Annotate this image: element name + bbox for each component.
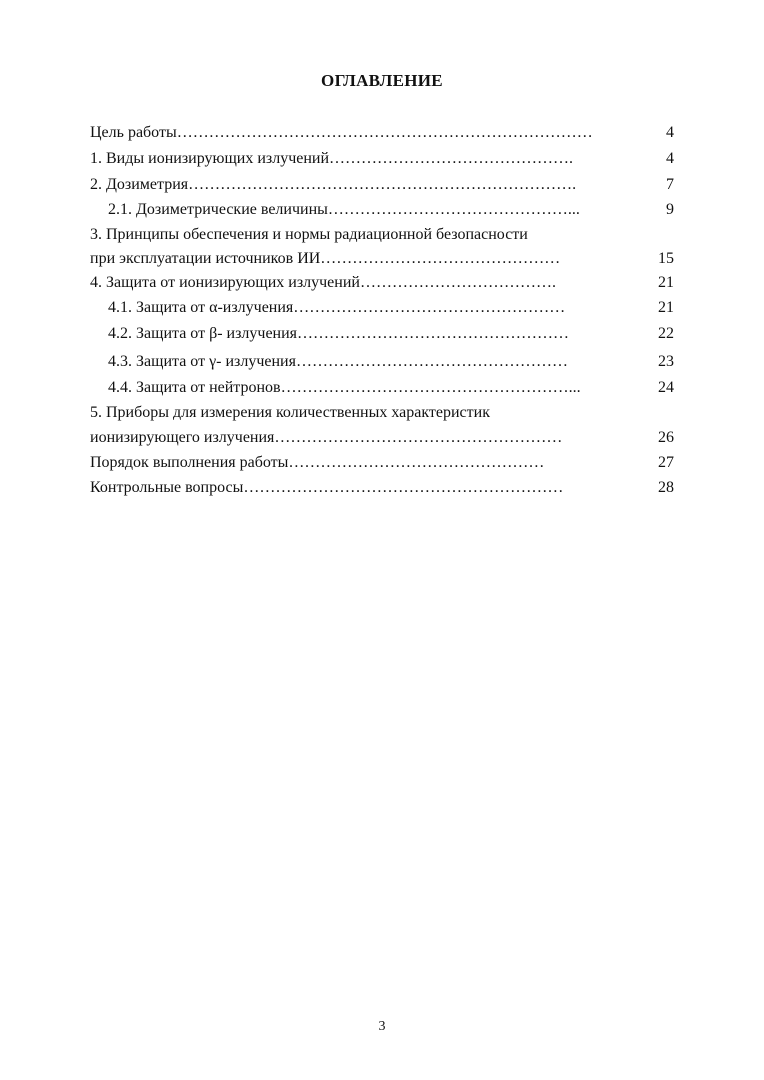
toc-entry-text: 4.3. Защита от γ- излучения…………………………………………… [108, 353, 568, 370]
toc-page-number: 27 [658, 454, 674, 471]
toc-entry-text: 2.1. Дозиметрические величины………………………………………... [108, 201, 580, 218]
toc-page-number: 24 [658, 379, 674, 396]
toc-entry-4-2[interactable] [108, 324, 674, 344]
toc-entry-1[interactable] [90, 149, 674, 169]
toc-entry-text: 2. Дозиметрия………………………………………………………………. [90, 176, 577, 193]
toc-entry-text: 4.4. Защита от нейтронов………………………………………………... [108, 379, 581, 396]
toc-entry-text: 4.2. Защита от β- излучения…………………………………………… [108, 325, 570, 342]
toc-entry-2[interactable] [90, 175, 674, 195]
toc-entry-text: 1. Виды ионизирующих излучений………………………………………. [90, 150, 574, 167]
page-number-footer: 3 [378, 1019, 386, 1034]
toc-entry-text: 4. Защита от ионизирующих излучений………………………………. [90, 274, 556, 291]
toc-entry-3-line1[interactable] [90, 225, 674, 245]
toc-entry-5-line1[interactable] [90, 403, 674, 423]
toc-page-number: 21 [658, 299, 674, 316]
toc-entry-text: Порядок выполнения работы………………………………………… [90, 454, 545, 471]
toc-heading: ОГЛАВЛЕНИЕ [321, 71, 443, 90]
toc-entry-4-1[interactable] [108, 298, 674, 318]
toc-entry-goal[interactable] [90, 123, 674, 143]
toc-entry-text: Контрольные вопросы…………………………………………………… [90, 479, 564, 496]
toc-entry-procedure[interactable] [90, 453, 674, 473]
toc-entry-text: ионизирующего излучения……………………………………………… [90, 429, 563, 446]
toc-page-number: 15 [658, 250, 674, 267]
toc-entry-text: Цель работы…………………………………………………………………… [90, 124, 593, 141]
toc-entry-5-line2[interactable] [90, 428, 674, 448]
toc-entry-3-line2[interactable] [90, 249, 674, 269]
toc-entry-4-4[interactable] [108, 378, 674, 398]
toc-page-number: 4 [666, 124, 674, 141]
toc-page-number: 7 [666, 176, 674, 193]
toc-entry-text: 5. Приборы для измерения количественных характеристик [90, 404, 490, 421]
toc-entry-4-3[interactable] [108, 352, 674, 372]
toc-page-number: 4 [666, 150, 674, 167]
toc-page-number: 9 [666, 201, 674, 218]
toc-page-number: 23 [658, 353, 674, 370]
toc-entry-2-1[interactable] [108, 200, 674, 220]
toc-entry-text: при эксплуатации источников ИИ……………………………………… [90, 250, 561, 267]
toc-page-number: 21 [658, 274, 674, 291]
toc-page-number: 28 [658, 479, 674, 496]
toc-entry-4[interactable] [90, 273, 674, 293]
toc-page-number: 22 [658, 325, 674, 342]
toc-entry-questions[interactable] [90, 478, 674, 498]
toc-entry-text: 3. Принципы обеспечения и нормы радиационной безопасности [90, 226, 528, 243]
toc-entry-text: 4.1. Защита от α-излучения…………………………………………… [108, 299, 566, 316]
toc-page-number: 26 [658, 429, 674, 446]
